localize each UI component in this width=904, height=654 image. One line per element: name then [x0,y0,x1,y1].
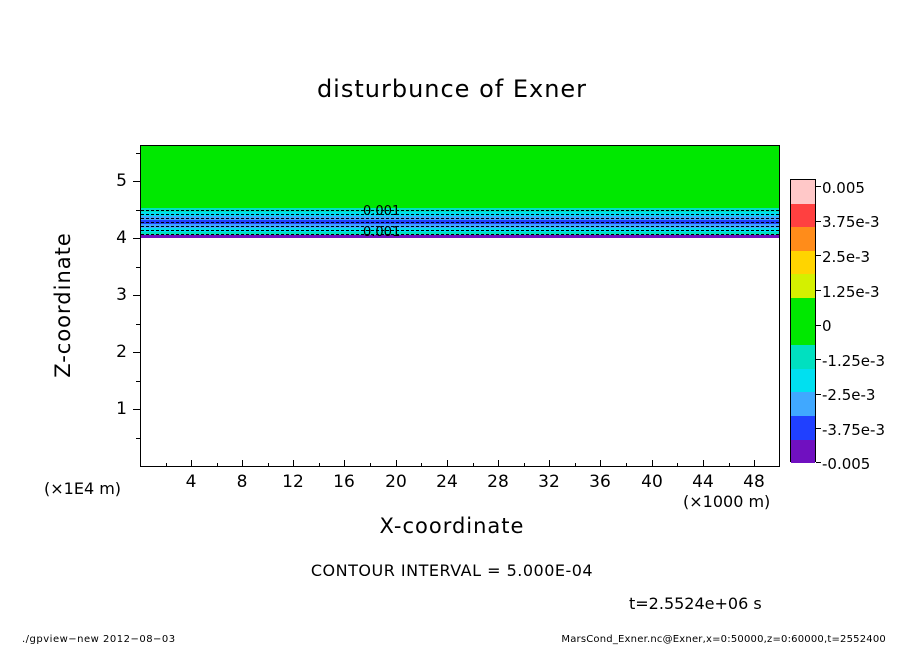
colorbar-tick [816,290,821,291]
y-tick [133,181,140,182]
colorbar-cell [791,322,815,346]
contour-line [141,230,779,231]
x-tick-label: 28 [487,472,509,492]
x-tick-label: 12 [282,472,304,492]
y-axis-title: Z-coordinate [51,232,75,378]
x-tick-minor [473,463,474,467]
x-tick [447,460,448,467]
x-tick [652,460,653,467]
x-tick [293,460,294,467]
y-tick [133,352,140,353]
x-tick [703,460,704,467]
x-tick-label: 24 [436,472,458,492]
y-tick-minor [136,153,140,154]
disturbed-layer [141,208,779,238]
colorbar-label: -1.25e-3 [822,352,885,370]
x-tick-minor [677,463,678,467]
x-tick [549,460,550,467]
x-tick-minor [575,463,576,467]
contour-line [141,214,779,215]
x-tick [344,460,345,467]
y-tick-minor [136,210,140,211]
chart-title: disturbunce of Exner [316,75,588,103]
contour-line [141,222,779,223]
x-tick [396,460,397,467]
colorbar-cell [791,274,815,298]
y-axis-unit: (×1E4 m) [44,479,122,498]
contour-line [141,218,779,219]
footer-right-text: MarsCond_Exner.nc@Exner,x=0:50000,z=0:60000,t=2552400 [561,634,886,645]
x-tick-label: 8 [236,472,248,492]
colorbar-tick [816,394,821,395]
x-tick-label: 20 [385,472,407,492]
contour-label-lower: 0.001 [363,225,401,240]
colorbar-tick [816,325,821,326]
x-tick-minor [217,463,218,467]
time-stamp-text: t=2.5524e+06 s [629,594,762,613]
colorbar-cell [791,416,815,440]
colorbar-tick [816,428,821,429]
colorbar-cell [791,392,815,416]
x-tick-label: 16 [333,472,355,492]
colorbar-cell [791,369,815,393]
contour-line [141,234,779,235]
x-tick-label: 4 [185,472,197,492]
x-axis-title: X-coordinate [379,514,525,538]
colorbar-label: 0.005 [822,179,865,197]
colorbar-cell [791,298,815,322]
uniform-field-band [141,146,779,208]
y-tick-label: 3 [116,285,127,305]
colorbar-label: -3.75e-3 [822,421,885,439]
y-tick-minor [136,324,140,325]
y-tick-minor [136,438,140,439]
x-tick-minor [626,463,627,467]
colorbar-cell [791,345,815,369]
colorbar-cell [791,204,815,228]
y-tick [133,409,140,410]
colorbar-tick [816,221,821,222]
colorbar [790,179,816,462]
x-tick-label: 48 [743,472,765,492]
x-tick-label: 44 [692,472,714,492]
x-tick-minor [524,463,525,467]
colorbar-label: 2.5e-3 [822,248,871,266]
colorbar-tick [816,255,821,256]
y-tick-label: 4 [116,228,127,248]
contour-label-upper: 0.001 [363,204,401,219]
colorbar-tick [816,359,821,360]
x-tick [600,460,601,467]
colorbar-tick [816,186,821,187]
y-tick-label: 1 [116,399,127,419]
field-stripe [141,235,779,238]
footer-left-text: ./gpview−new 2012−08−03 [22,634,176,645]
x-tick [242,460,243,467]
x-tick [498,460,499,467]
colorbar-label: 1.25e-3 [822,283,880,301]
x-tick-minor [268,463,269,467]
x-tick-label: 40 [641,472,663,492]
x-tick-minor [166,463,167,467]
contour-line [141,226,779,227]
x-tick-minor [319,463,320,467]
x-tick-minor [421,463,422,467]
colorbar-cell [791,180,815,204]
colorbar-cell [791,251,815,275]
contour-interval-text: CONTOUR INTERVAL = 5.000E-04 [310,561,594,580]
x-tick [754,460,755,467]
plot-area [140,145,780,467]
x-axis-unit: (×1000 m) [683,492,771,511]
y-tick-label: 2 [116,342,127,362]
x-tick-label: 36 [589,472,611,492]
x-tick-minor [370,463,371,467]
y-tick-minor [136,267,140,268]
y-tick [133,295,140,296]
x-tick [191,460,192,467]
colorbar-label: 3.75e-3 [822,213,880,231]
x-tick-minor [729,463,730,467]
colorbar-label: -0.005 [822,455,871,473]
contour-line [141,210,779,211]
colorbar-label: -2.5e-3 [822,386,876,404]
colorbar-tick [816,462,821,463]
y-tick-label: 5 [116,171,127,191]
colorbar-label: 0 [822,317,832,335]
colorbar-cell [791,227,815,251]
x-tick-label: 32 [538,472,560,492]
y-tick-minor [136,381,140,382]
colorbar-cell [791,440,815,464]
y-tick [133,238,140,239]
